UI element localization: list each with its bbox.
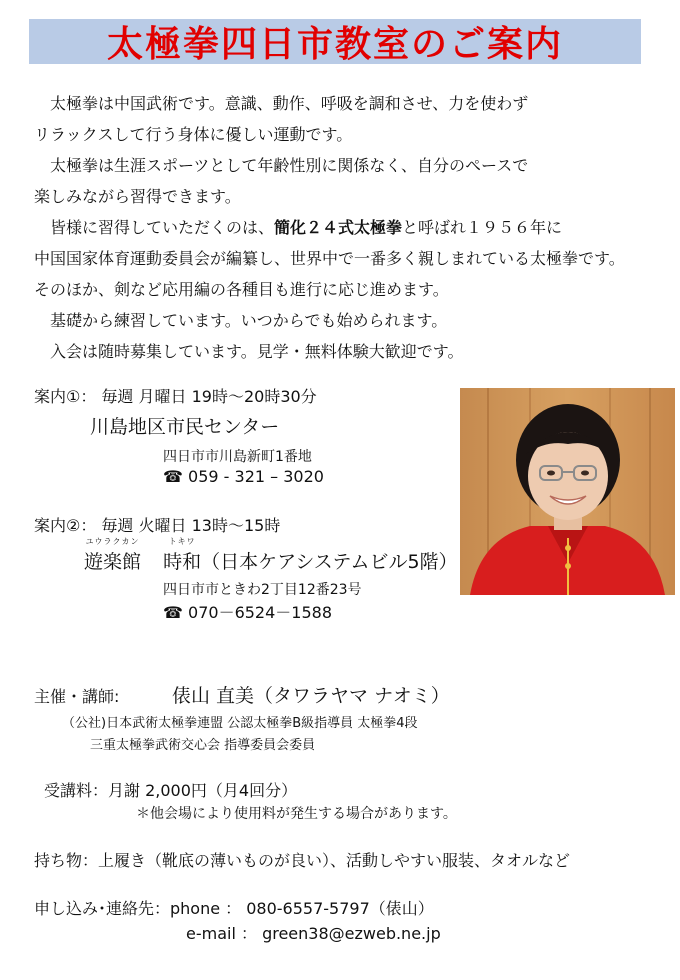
venue2-name: [84, 537, 458, 574]
intro-line: 楽しみながら習得できます。: [34, 187, 241, 206]
venue1-address: 四日市市川島新町1番地: [163, 449, 312, 465]
venue2-place-name: [163, 537, 202, 574]
intro-line: 太極拳は中国武術です。意識、動作、呼吸を調和させ、力を使わず: [50, 94, 529, 113]
instructor-credential: （公社)日本武術太極拳連盟 公認太極拳B級指導員 太極拳4段: [62, 716, 418, 731]
fee-note: ＊他会場により使用料が発生する場合があります。: [136, 806, 457, 822]
intro-line-text: と呼ばれ１９５６年に: [402, 218, 563, 237]
instructor-label: 主催・講師:: [34, 687, 120, 706]
intro-line: そのほか、剣など応用編の各種目も進行に応じ進めます。: [34, 280, 449, 299]
intro-line: 太極拳は生涯スポーツとして年齢性別に関係なく、自分のペースで: [50, 156, 529, 175]
phone-icon: ☎: [163, 467, 183, 486]
instructor-credential: 三重太極拳武術交心会 指導委員会委員: [90, 738, 316, 753]
venue2-place-text: 時和: [163, 551, 202, 573]
contact-email-line: e-mail ： green38@ezweb.ne.jp: [186, 924, 441, 943]
venue1-name: 川島地区市民センター: [90, 416, 280, 438]
contact-phone-line: 申し込み･連絡先：phone ： 080-6557-5797（俵山）: [34, 899, 434, 918]
fee-line: 受講料：月謝 2,000円（月4回分）: [44, 781, 298, 800]
items-to-bring: 持ち物：上履き（靴底の薄いものが良い）、活動しやすい服装、タオルなど: [34, 851, 571, 870]
phone-icon: ☎: [163, 603, 183, 622]
intro-line: [34, 212, 664, 243]
intro-line-text: 皆様に習得していただくのは、: [50, 218, 275, 237]
venue2-hall-text: 遊楽館: [84, 551, 142, 573]
page-title: 太極拳四日市教室のご案内: [106, 24, 563, 65]
intro-line: 基礎から練習しています。いつからでも始められます。: [50, 311, 448, 330]
intro-section: [34, 88, 664, 367]
venue2-phone: [163, 600, 332, 623]
venue1-phone-number: 059 - 321 – 3020: [188, 467, 324, 486]
title-banner: [29, 19, 641, 64]
venue2-address: 四日市市ときわ2丁目12番23号: [163, 582, 362, 598]
venue2-hall-ruby: ユウラクカン: [85, 537, 140, 546]
venue2-hall-name: [84, 537, 142, 574]
intro-line: 入会は随時募集しています。見学・無料体験大歓迎です。: [50, 342, 464, 361]
venue2-schedule: 案内②： 毎週 火曜日 13時～15時: [34, 516, 281, 535]
instructor-name: 俵山 直美（タワラヤマ ナオミ）: [172, 685, 450, 707]
intro-line: 中国国家体育運動委員会が編纂し、世界中で一番多く親しまれている太極拳です。: [34, 249, 625, 268]
intro-line: リラックスして行う身体に優しい運動です。: [34, 125, 353, 144]
venue2-phone-number: 070－6524－1588: [188, 603, 333, 622]
venue1-schedule: 案内①： 毎週 月曜日 19時～20時30分: [34, 387, 317, 406]
venue2-building: （日本ケアシステムビル5階）: [201, 551, 458, 573]
style-name: 簡化２４式太極拳: [274, 218, 403, 237]
instructor-photo: [460, 388, 675, 595]
venue2-place-ruby: トキワ: [168, 537, 196, 546]
venue1-phone: [163, 467, 324, 486]
